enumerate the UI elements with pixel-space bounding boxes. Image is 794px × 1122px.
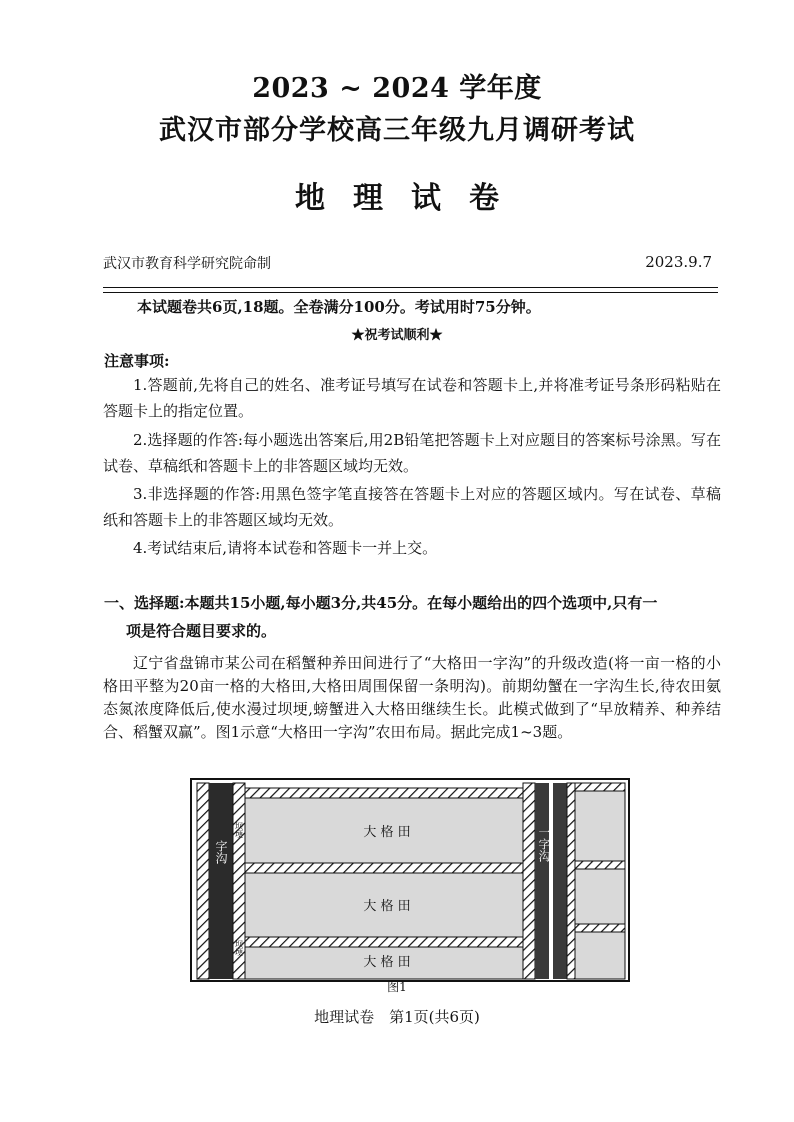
section-heading: [104, 589, 724, 645]
small-field: [575, 791, 625, 861]
ditch-label: 一字沟: [537, 826, 551, 862]
one-line-ditch: [535, 783, 549, 979]
exam-name: 武汉市部分学校高三年级九月调研考试: [159, 115, 635, 146]
exam-summary: 本试题卷共6页,18题。全卷满分100分。考试用时75分钟。: [137, 298, 541, 316]
dam-strip: [245, 788, 530, 798]
page-footer: 地理试卷 第1页(共6页): [314, 1008, 480, 1026]
figure-caption: 图1: [387, 980, 407, 994]
left-ditch-label: 字沟: [214, 840, 228, 864]
field-label: 大 格 田: [363, 899, 411, 914]
year-line: 2023 ~ 2024 学年度: [252, 73, 542, 104]
divider: [103, 287, 718, 288]
dam-strip: [567, 783, 575, 979]
dam-label: 坝埂: [234, 940, 244, 956]
note-item: 1.答题前,先将自己的姓名、准考证号填写在试卷和答题卡上,并将准考证号条形码粘贴在答题卡上的指定位置。: [103, 376, 721, 420]
dam-strip: [575, 783, 625, 791]
dam-strip: [245, 937, 530, 947]
good-luck-line: ★祝考试顺利★: [351, 328, 443, 343]
field-label: 大 格 田: [363, 955, 411, 970]
subject-title: 地理试卷: [295, 181, 527, 216]
field-layout-figure: [190, 778, 630, 982]
one-line-ditch-2: [553, 783, 567, 979]
question-passage: 辽宁省盘锦市某公司在稻蟹种养田间进行了“大格田一字沟”的升级改造(将一亩一格的小格田平整为20亩一格的大格田,大格田周围保留一条明沟)。前期幼蟹在一字沟生长,待农田氨态氮浓度降低后,使水漫过坝埂,螃蟹进入大格田继续生长。此模式做到了“早放精养、种养结合、稻蟹双赢”。图1示意“大格田一字沟”农田布局。据此完成1~3题。: [103, 654, 721, 741]
note-item: 3.非选择题的作答:用黑色签字笔直接答在答题卡上对应的答题区域内。写在试卷、草稿纸和答题卡上的非答题区域均无效。: [103, 485, 721, 529]
note-item: 2.选择题的作答:每小题选出答案后,用2B铅笔把答题卡上对应题目的答案标号涂黑。写在试卷、草稿纸和答题卡上的非答题区域均无效。: [103, 431, 721, 475]
note-item: 4.考试结束后,请将本试卷和答题卡一并上交。: [133, 539, 438, 557]
small-field: [575, 932, 625, 979]
notes-heading: 注意事项:: [104, 352, 170, 370]
dam-strip: [575, 861, 625, 869]
dam-strip: [523, 783, 535, 979]
ditch-edge: [549, 783, 553, 979]
small-field: [575, 869, 625, 924]
dam-strip: [197, 783, 209, 979]
divider: [103, 292, 718, 293]
section-line-1: 一、选择题:本题共15小题,每小题3分,共45分。在每小题给出的四个选项中,只有一: [104, 594, 658, 612]
issuer: 武汉市教育科学研究院命制: [103, 256, 271, 272]
left-ditch: [209, 783, 233, 979]
dam-label: 坝埂: [234, 822, 244, 838]
exam-date: 2023.9.7: [645, 253, 712, 271]
dam-strip: [245, 863, 530, 873]
dam-strip: [575, 924, 625, 932]
field-label: 大 格 田: [363, 825, 411, 840]
section-line-2: 项是符合题目要求的。: [126, 622, 277, 640]
